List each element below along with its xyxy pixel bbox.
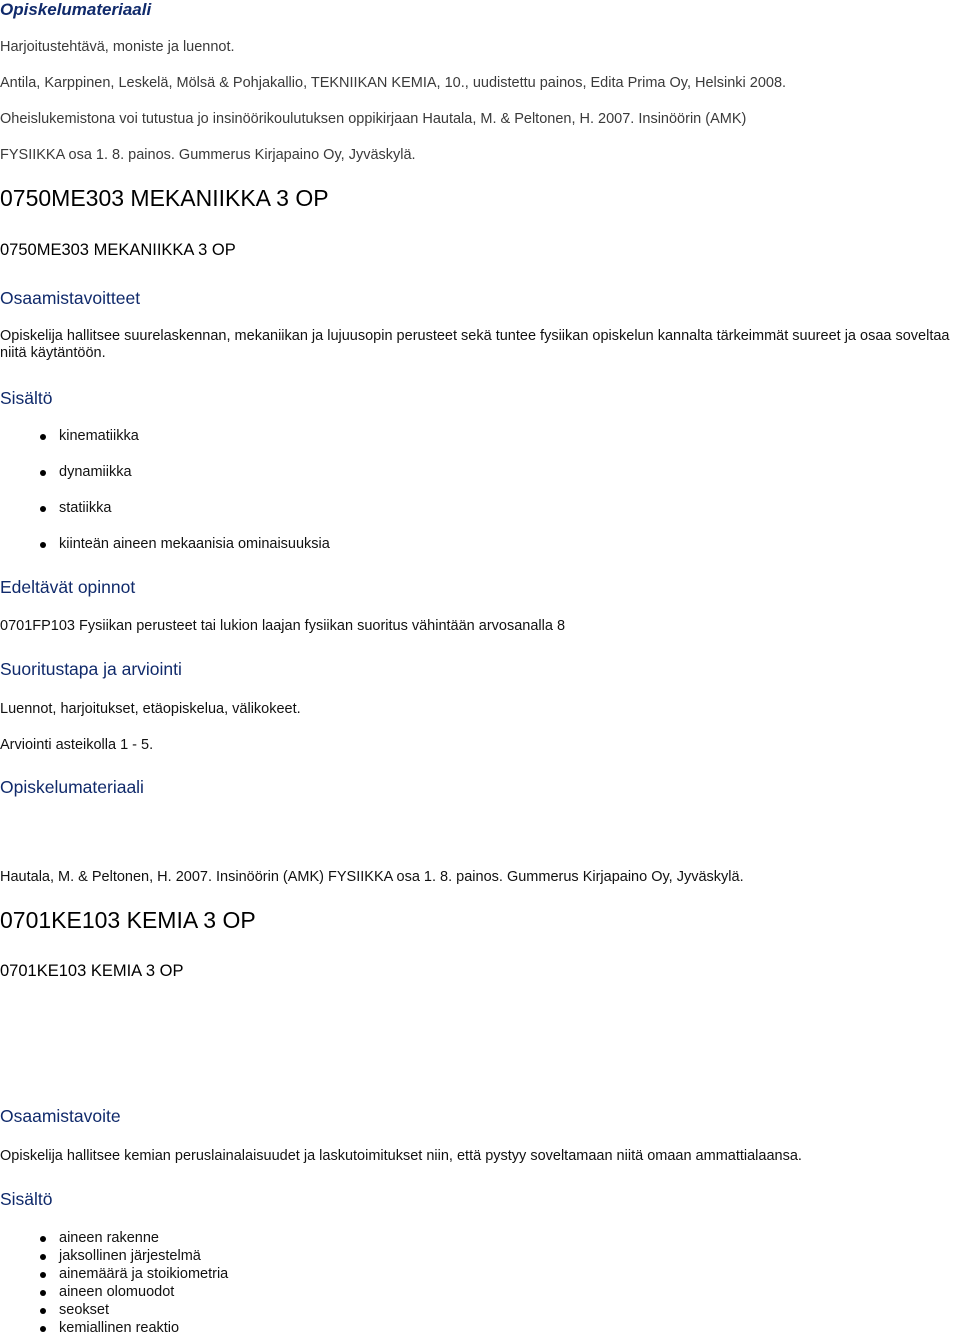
goals-heading: Osaamistavoite [0,1106,121,1126]
top-material-heading: Opiskelumateriaali [0,0,152,19]
bullet-icon [40,1236,46,1242]
top-material-line: Oheislukemistona voi tutustua jo insinöörikoulutuksen oppikirjaan Hautala, M. & Peltonen, H. 2007. Insinöörin (AMK) [0,111,747,127]
assessment-text: Luennot, harjoitukset, etäopiskelua, välikokeet. [0,701,301,717]
top-material-line: Harjoitustehtävä, moniste ja luennot. [0,39,235,55]
bullet-icon [40,1308,46,1314]
bullet-icon [40,1326,46,1332]
course-title: 0750ME303 MEKANIIKKA 3 OP [0,185,329,211]
content-heading: Sisältö [0,1189,53,1209]
top-material-line: FYSIIKKA osa 1. 8. painos. Gummerus Kirjapaino Oy, Jyväskylä. [0,147,416,163]
list-item: kiinteän aineen mekaanisia ominaisuuksia [40,536,330,553]
list-item: aineen olomuodot [40,1284,174,1301]
list-item: seokset [40,1302,109,1319]
course-title: 0701KE103 KEMIA 3 OP [0,907,256,933]
list-item: aineen rakenne [40,1230,159,1247]
assessment-heading: Suoritustapa ja arviointi [0,659,182,679]
prereq-heading: Edeltävät opinnot [0,577,136,597]
content-heading: Sisältö [0,388,53,408]
goals-heading: Osaamistavoitteet [0,288,141,308]
list-item: dynamiikka [40,464,132,481]
material-text: Hautala, M. & Peltonen, H. 2007. Insinöörin (AMK) FYSIIKKA osa 1. 8. painos. Gummerus Kirjapaino Oy, Jyväskylä. [0,869,744,885]
material-heading: Opiskelumateriaali [0,777,144,797]
bullet-icon [40,1254,46,1260]
goals-text: Opiskelija hallitsee kemian peruslainalaisuudet ja laskutoimitukset niin, että pystyy soveltamaan niitä omaan ammattialaansa. [0,1148,802,1164]
bullet-icon [40,542,46,548]
list-item: statiikka [40,500,111,517]
list-item: jaksollinen järjestelmä [40,1248,201,1265]
bullet-icon [40,506,46,512]
bullet-icon [40,434,46,440]
list-item: ainemäärä ja stoikiometria [40,1266,228,1283]
list-item: kinematiikka [40,428,139,445]
assessment-text: Arviointi asteikolla 1 - 5. [0,737,154,753]
list-item: kemiallinen reaktio [40,1320,179,1337]
top-material-line: Antila, Karppinen, Leskelä, Mölsä & Pohjakallio, TEKNIIKAN KEMIA, 10., uudistettu painos, Edita Prima Oy, Helsinki 2008. [0,75,787,91]
course-subtitle: 0701KE103 KEMIA 3 OP [0,962,184,980]
bullet-icon [40,1290,46,1296]
goals-text: Opiskelija hallitsee suurelaskennan, mekaniikan ja lujuusopin perusteet sekä tuntee fysiikan opiskelun kannalta tärkeimmät suureet ja osaa soveltaa niitä käytäntöön. [0,328,950,361]
course-subtitle: 0750ME303 MEKANIIKKA 3 OP [0,241,236,259]
prereq-text: 0701FP103 Fysiikan perusteet tai lukion laajan fysiikan suoritus vähintään arvosanalla 8 [0,618,566,634]
bullet-icon [40,1272,46,1278]
bullet-icon [40,470,46,476]
